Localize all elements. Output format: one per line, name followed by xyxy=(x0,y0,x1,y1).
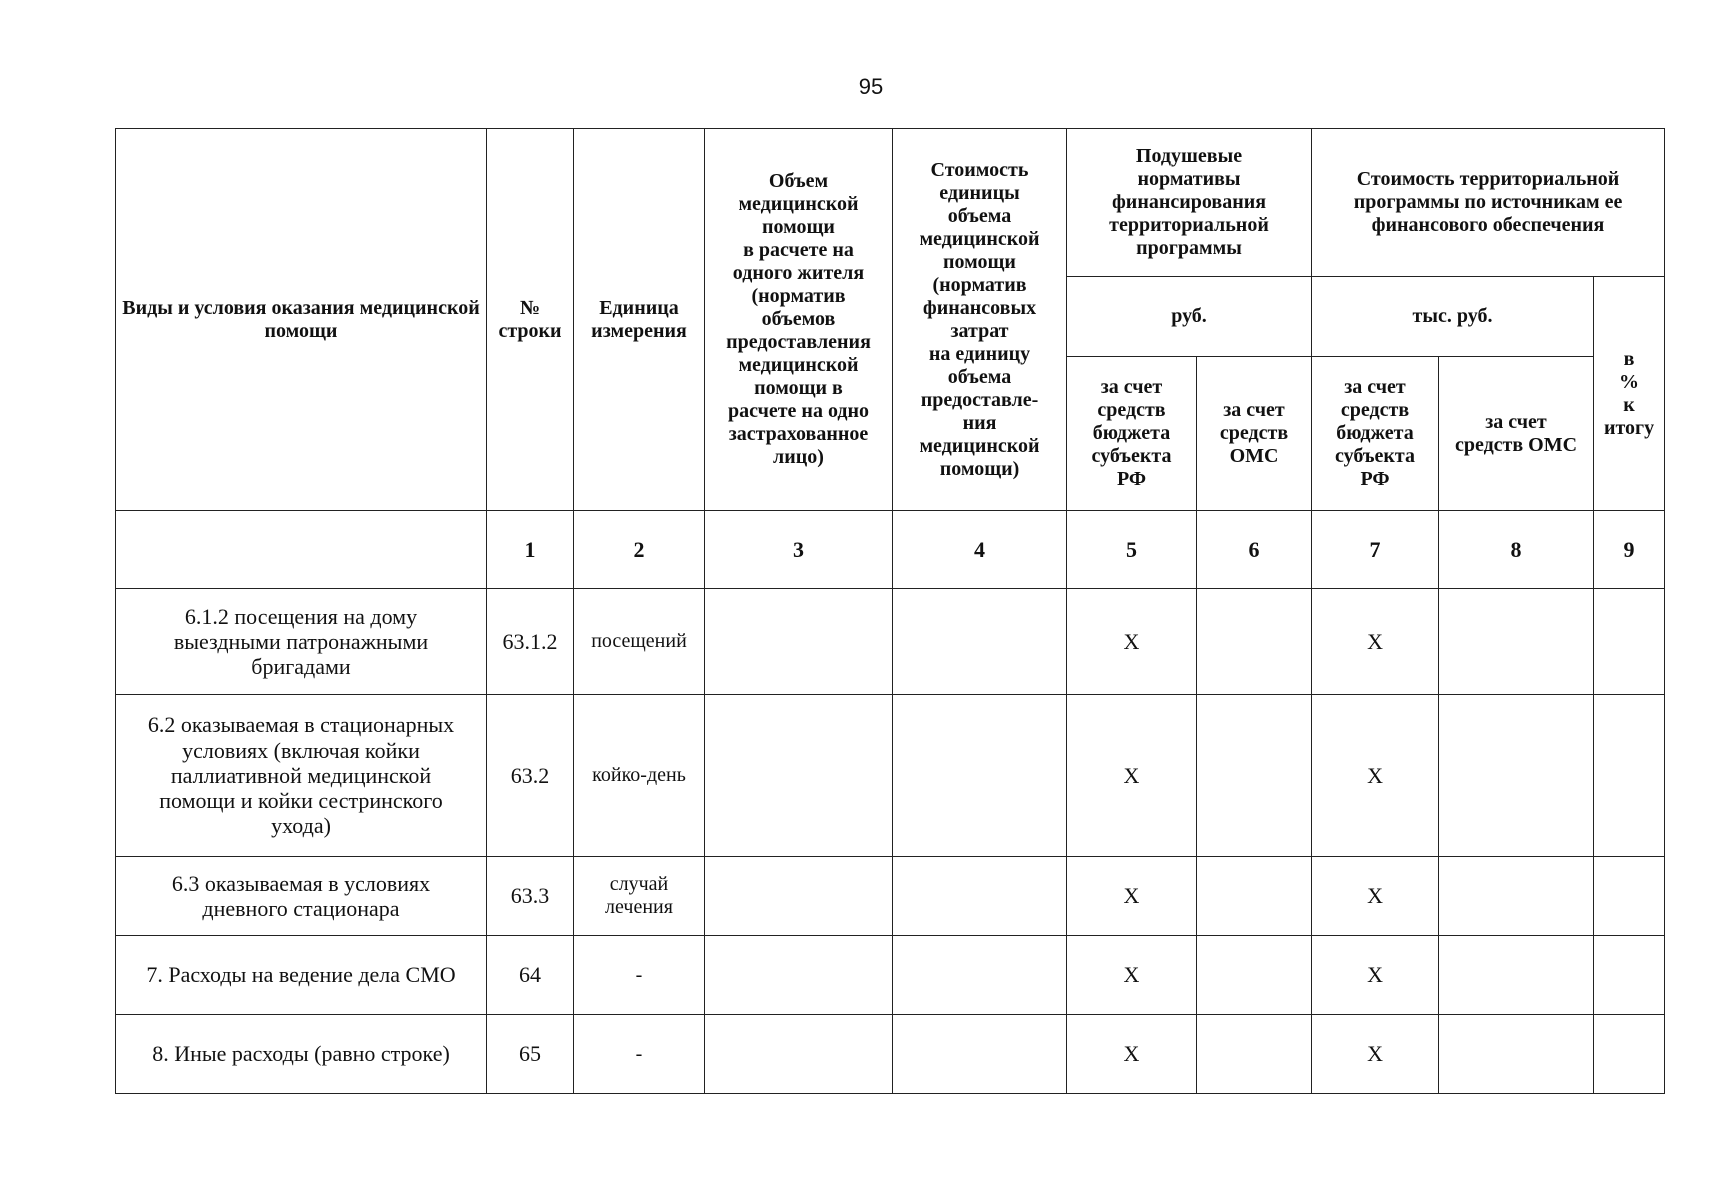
cell-budget-thous: X xyxy=(1312,857,1439,936)
column-number: 1 xyxy=(487,511,574,589)
header-budget-thous: за счет средств бюджета субъекта РФ xyxy=(1312,357,1439,511)
column-number: 6 xyxy=(1197,511,1312,589)
cell-volume xyxy=(705,695,893,857)
cell-budget-rub: X xyxy=(1067,695,1197,857)
cell-oms-thous xyxy=(1439,936,1594,1015)
cell-budget-thous: X xyxy=(1312,936,1439,1015)
cell-cost-unit xyxy=(893,936,1067,1015)
header-row-no: № строки xyxy=(487,129,574,511)
cell-budget-thous: X xyxy=(1312,589,1439,695)
cell-cost-unit xyxy=(893,589,1067,695)
header-percent: в % к итогу xyxy=(1594,277,1665,511)
cell-oms-thous xyxy=(1439,695,1594,857)
cell-row-no: 64 xyxy=(487,936,574,1015)
cell-row-no: 63.1.2 xyxy=(487,589,574,695)
cell-percent xyxy=(1594,1015,1665,1094)
header-cost-unit: Стоимость единицы объема медицинской помощи (норматив финансовых затрат на единицу объема предоставле- ния медицинской помощи) xyxy=(893,129,1067,511)
page-number: 95 xyxy=(858,74,884,99)
cell-cost-unit xyxy=(893,695,1067,857)
cell-budget-thous: X xyxy=(1312,695,1439,857)
cell-percent xyxy=(1594,589,1665,695)
header-budget-rub: за счет средств бюджета субъекта РФ xyxy=(1067,357,1197,511)
cell-row-no: 65 xyxy=(487,1015,574,1094)
cell-cost-unit xyxy=(893,1015,1067,1094)
cell-cost-unit xyxy=(893,857,1067,936)
cell-oms-thous xyxy=(1439,589,1594,695)
header-oms-thous: за счет средств ОМС xyxy=(1439,357,1594,511)
table-row xyxy=(116,936,1665,1015)
cell-unit: - xyxy=(574,936,705,1015)
cell-percent xyxy=(1594,857,1665,936)
cell-oms-rub xyxy=(1197,857,1312,936)
cell-budget-rub: X xyxy=(1067,589,1197,695)
header-unit: Единица измерения xyxy=(574,129,705,511)
table-row xyxy=(116,695,1665,857)
cell-budget-rub: X xyxy=(1067,1015,1197,1094)
header-volume: Объем медицинской помощи в расчете на одного жителя (норматив объемов предоставления медицинской помощи в расчете на одно застрахованное лицо) xyxy=(705,129,893,511)
cell-volume xyxy=(705,936,893,1015)
cell-oms-rub xyxy=(1197,589,1312,695)
column-number: 4 xyxy=(893,511,1067,589)
header-thous-rub: тыс. руб. xyxy=(1312,277,1594,357)
cell-budget-rub: X xyxy=(1067,936,1197,1015)
cell-percent xyxy=(1594,936,1665,1015)
column-number: 5 xyxy=(1067,511,1197,589)
column-number: 3 xyxy=(705,511,893,589)
cell-unit: - xyxy=(574,1015,705,1094)
header-type: Виды и условия оказания медицинской помощи xyxy=(116,129,487,511)
cell-type: 6.3 оказываемая в условиях дневного стационара xyxy=(116,857,487,936)
cell-oms-rub xyxy=(1197,1015,1312,1094)
column-number: 9 xyxy=(1594,511,1665,589)
column-number: 2 xyxy=(574,511,705,589)
cell-row-no: 63.2 xyxy=(487,695,574,857)
cell-volume xyxy=(705,857,893,936)
cell-volume xyxy=(705,1015,893,1094)
column-numbers-row xyxy=(116,511,1665,589)
cell-unit: случай лечения xyxy=(574,857,705,936)
header-rub: руб. xyxy=(1067,277,1312,357)
header-program-cost: Стоимость территориальной программы по источникам ее финансового обеспечения xyxy=(1312,129,1665,277)
column-number-blank xyxy=(116,511,487,589)
cell-oms-rub xyxy=(1197,936,1312,1015)
cell-type: 7. Расходы на ведение дела СМО xyxy=(116,936,487,1015)
column-number: 8 xyxy=(1439,511,1594,589)
header-per-capita: Подушевые нормативы финансирования территориальной программы xyxy=(1067,129,1312,277)
cell-volume xyxy=(705,589,893,695)
cell-type: 8. Иные расходы (равно строке) xyxy=(116,1015,487,1094)
cell-unit: койко-день xyxy=(574,695,705,857)
table-row xyxy=(116,857,1665,936)
cell-budget-rub: X xyxy=(1067,857,1197,936)
cell-percent xyxy=(1594,695,1665,857)
cell-oms-thous xyxy=(1439,857,1594,936)
cell-budget-thous: X xyxy=(1312,1015,1439,1094)
cell-type: 6.2 оказываемая в стационарных условиях (включая койки паллиативной медицинской помощи и койки сестринского ухода) xyxy=(116,695,487,857)
financing-table xyxy=(115,128,1665,1094)
cell-oms-rub xyxy=(1197,695,1312,857)
cell-oms-thous xyxy=(1439,1015,1594,1094)
header-oms-rub: за счет средств ОМС xyxy=(1197,357,1312,511)
cell-unit: посещений xyxy=(574,589,705,695)
table-row xyxy=(116,1015,1665,1094)
cell-type: 6.1.2 посещения на дому выездными патронажными бригадами xyxy=(116,589,487,695)
table-row xyxy=(116,589,1665,695)
column-number: 7 xyxy=(1312,511,1439,589)
cell-row-no: 63.3 xyxy=(487,857,574,936)
